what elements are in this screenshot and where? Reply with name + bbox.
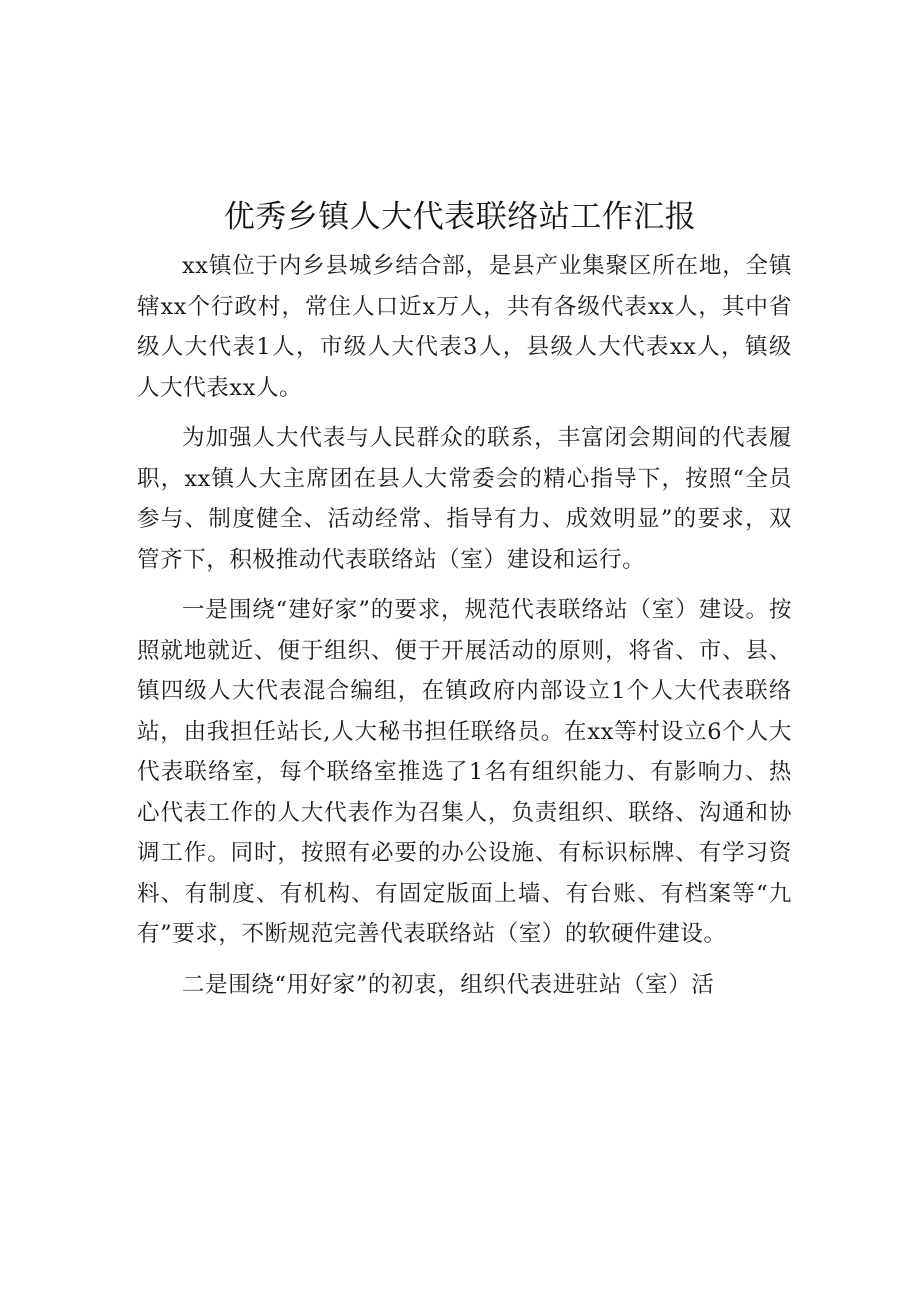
paragraph-point-two: 二是围绕“用好家”的初衷，组织代表进驻站（室）活 [182, 971, 715, 998]
paragraph-point-one: 一是围绕“建好家”的要求，规范代表联络站（室）建设。按照就地就近、便于组织、便于开展活动的原则，将省、市、县、镇四级人大代表混合编组，在镇政府内部设立1个人大代表联络站，由我担任站长,人大秘书担任联络员。在xx等村设立6个人大代表联络室，每个联络室推选了1名有组织能力、有影响力、热心代表工作的人大代表作为召集人，负责组织、联络、沟通和协调工作。同时，按照有必要的办公设施、有标识标牌、有学习资料、有制度、有机构、有固定版面上墙、有台账、有档案等“九有”要求，不断规范完善代表联络站（室）的软硬件建设。 [137, 597, 792, 947]
document-title: 优秀乡镇人大代表联络站工作汇报 [223, 199, 697, 235]
paragraph-purpose: 为加强人大代表与人民群众的联系，丰富闭会期间的代表履职，xx镇人大主席团在县人大常委会的精心指导下，按照“全员参与、制度健全、活动经常、指导有力、成效明显”的要求，双管齐下，积极推动代表联络站（室）建设和运行。 [137, 425, 792, 573]
paragraph-intro: xx镇位于内乡县城乡结合部，是县产业集聚区所在地，全镇辖xx个行政村，常住人口近x万人，共有各级代表xx人，其中省级人大代表1人，市级人大代表3人，县级人大代表xx人，镇级人大代表xx人。 [137, 253, 792, 401]
document-body [137, 246, 792, 1005]
